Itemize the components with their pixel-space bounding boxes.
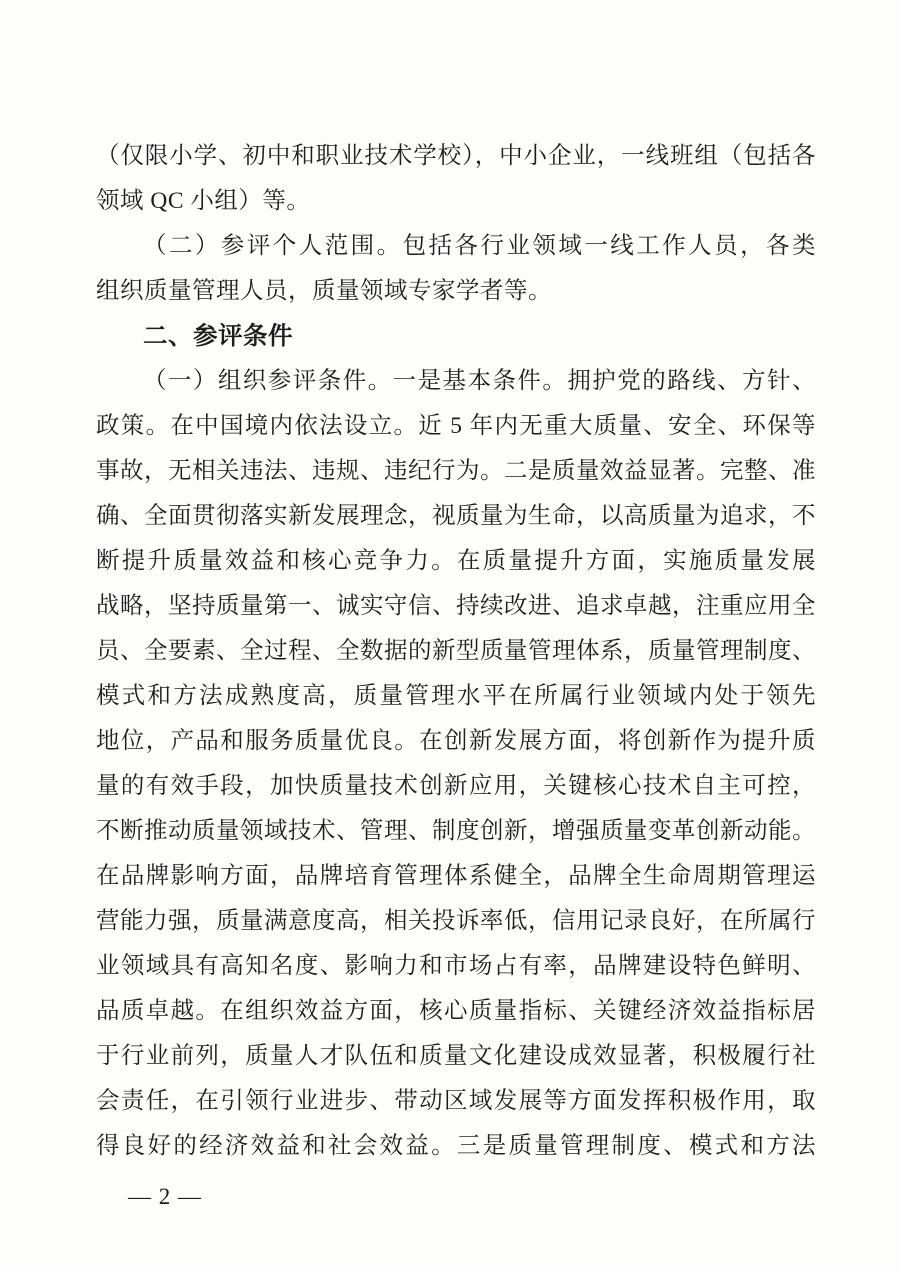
text-line: 员、全要素、全过程、全数据的新型质量管理体系，质量管理制度、 xyxy=(96,638,816,664)
section-heading: 二、参评条件 xyxy=(143,323,293,350)
text-line: 营能力强，质量满意度高，相关投诉率低，信用记录良好，在所属行 xyxy=(96,908,816,934)
text-line: （一）组织参评条件。一是基本条件。拥护党的路线、方针、 xyxy=(143,368,816,394)
text-line: 组织质量管理人员，质量领域专家学者等。 xyxy=(96,278,552,304)
text-line: 得良好的经济效益和社会效益。三是质量管理制度、模式和方法 xyxy=(96,1133,816,1159)
text-line: （仅限小学、初中和职业技术学校），中小企业，一线班组（包括各 xyxy=(96,143,816,169)
text-line: 断提升质量效益和核心竞争力。在质量提升方面，实施质量发展 xyxy=(96,548,816,574)
text-line: 地位，产品和服务质量优良。在创新发展方面，将创新作为提升质 xyxy=(96,728,816,754)
text-line: 确、全面贯彻落实新发展理念，视质量为生命，以高质量为追求，不 xyxy=(96,503,816,529)
text-line: （二）参评个人范围。包括各行业领域一线工作人员，各类 xyxy=(143,233,816,259)
text-line: 不断推动质量领域技术、管理、制度创新，增强质量变革创新动能。 xyxy=(96,818,816,844)
text-line: 在品牌影响方面，品牌培育管理体系健全，品牌全生命周期管理运 xyxy=(96,863,816,889)
text-line: 业领域具有高知名度、影响力和市场占有率，品牌建设特色鲜明、 xyxy=(96,953,816,979)
page-number: — 2 — xyxy=(128,1184,202,1209)
text-line: 于行业前列，质量人才队伍和质量文化建设成效显著，积极履行社 xyxy=(96,1043,816,1069)
text-line: 模式和方法成熟度高，质量管理水平在所属行业领域内处于领先 xyxy=(96,683,816,709)
text-line: 量的有效手段，加快质量技术创新应用，关键核心技术自主可控， xyxy=(96,773,816,799)
text-line: 事故，无相关违法、违规、违纪行为。二是质量效益显著。完整、准 xyxy=(96,458,816,484)
text-line: 领域 QC 小组）等。 xyxy=(96,188,311,214)
text-line: 会责任，在引领行业进步、带动区域发展等方面发挥积极作用，取 xyxy=(96,1088,816,1114)
text-line: 战略，坚持质量第一、诚实守信、持续改进、追求卓越，注重应用全 xyxy=(96,593,816,619)
text-line: 品质卓越。在组织效益方面，核心质量指标、关键经济效益指标居 xyxy=(96,998,816,1024)
text-line: 政策。在中国境内依法设立。近 5 年内无重大质量、安全、环保等 xyxy=(96,413,816,439)
